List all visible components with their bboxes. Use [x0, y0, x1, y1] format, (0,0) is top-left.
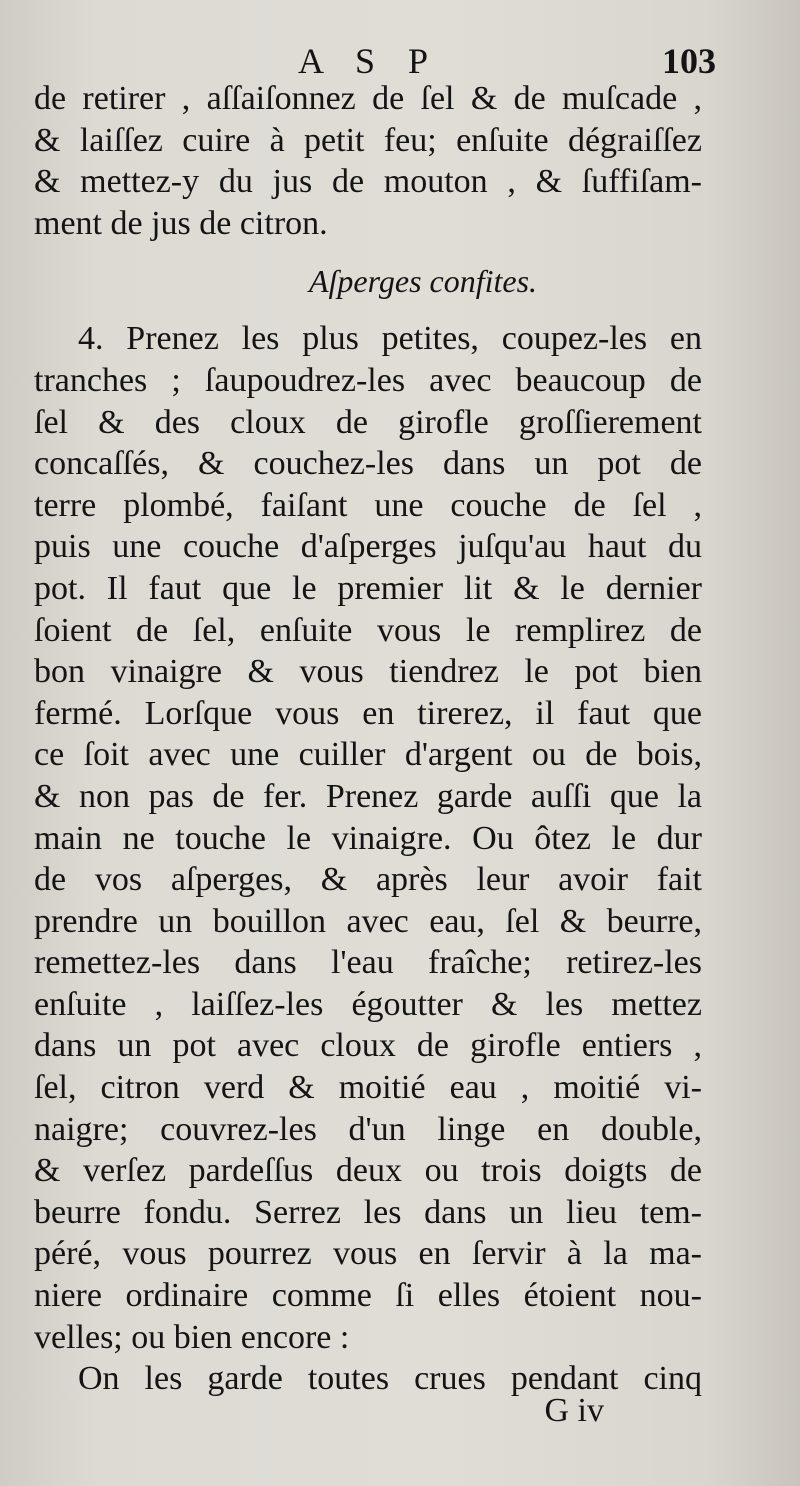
paragraph-2	[34, 318, 702, 1358]
text-line: péré, vous pourrez vous en ſervir à la ma-	[34, 1235, 702, 1273]
text-line: niere ordinaire comme ſi elles étoient nou-	[34, 1277, 702, 1315]
text-line: & mettez-y du jus de mouton , & ſuffiſam-	[34, 163, 702, 201]
body-text	[34, 78, 702, 1400]
text-line: fermé. Lorſque vous en tirerez, il faut que	[34, 694, 702, 732]
running-head: A S P	[298, 41, 441, 81]
text-line: terre plombé, faiſant une couche de ſel ,	[34, 486, 702, 524]
page-number: 103	[662, 41, 716, 81]
text-line: pot. Il faut que le premier lit & le dernier	[34, 569, 702, 607]
text-line: & verſez pardeſſus deux ou trois doigts de	[34, 1152, 702, 1190]
text-line: velles; ou bien encore :	[34, 1318, 350, 1356]
text-line: puis une couche d'aſperges juſqu'au haut du	[34, 528, 702, 566]
text-line: On les garde toutes crues pendant cinq	[78, 1360, 702, 1398]
text-line: ce ſoit avec une cuiller d'argent ou de bois,	[34, 736, 702, 774]
text-line: & non pas de fer. Prenez garde auſſi que la	[34, 777, 702, 815]
text-line: bon vinaigre & vous tiendrez le pot bien	[34, 653, 702, 691]
text-line: ſel, citron verd & moitié eau , moitié vi-	[34, 1069, 702, 1107]
text-line: concaſſés, & couchez-les dans un pot de	[34, 445, 702, 483]
text-line: dans un pot avec cloux de girofle entiers ,	[34, 1027, 702, 1065]
text-line: tranches ; ſaupoudrez-les avec beaucoup de	[34, 361, 702, 399]
section-subtitle: Aſperges confites.	[308, 263, 538, 300]
paragraph-1	[34, 78, 702, 244]
text-line: & laiſſez cuire à petit feu; enſuite dégraiſſez	[34, 121, 702, 159]
text-line: remettez-les dans l'eau fraîche; retirez-les	[34, 944, 702, 982]
text-line: ſoient de ſel, enſuite vous le remplirez de	[34, 611, 702, 649]
text-line: main ne touche le vinaigre. Ou ôtez le dur	[34, 819, 702, 857]
text-line: 4. Prenez les plus petites, coupez-les en	[78, 320, 702, 358]
text-line: de retirer , aſſaiſonnez de ſel & de muſcade ,	[34, 80, 702, 117]
text-line: ment de jus de citron.	[34, 204, 328, 242]
text-line: prendre un bouillon avec eau, ſel & beurre,	[34, 902, 702, 940]
text-line: enſuite , laiſſez-les égoutter & les mettez	[34, 985, 702, 1023]
text-line: ſel & des cloux de girofle groſſierement	[34, 403, 702, 441]
text-line: de vos aſperges, & après leur avoir fait	[34, 861, 702, 899]
text-line: naigre; couvrez-les d'un linge en double,	[34, 1110, 702, 1148]
signature-mark: G iv	[544, 1392, 604, 1429]
text-line: beurre fondu. Serrez les dans un lieu tem-	[34, 1193, 702, 1231]
